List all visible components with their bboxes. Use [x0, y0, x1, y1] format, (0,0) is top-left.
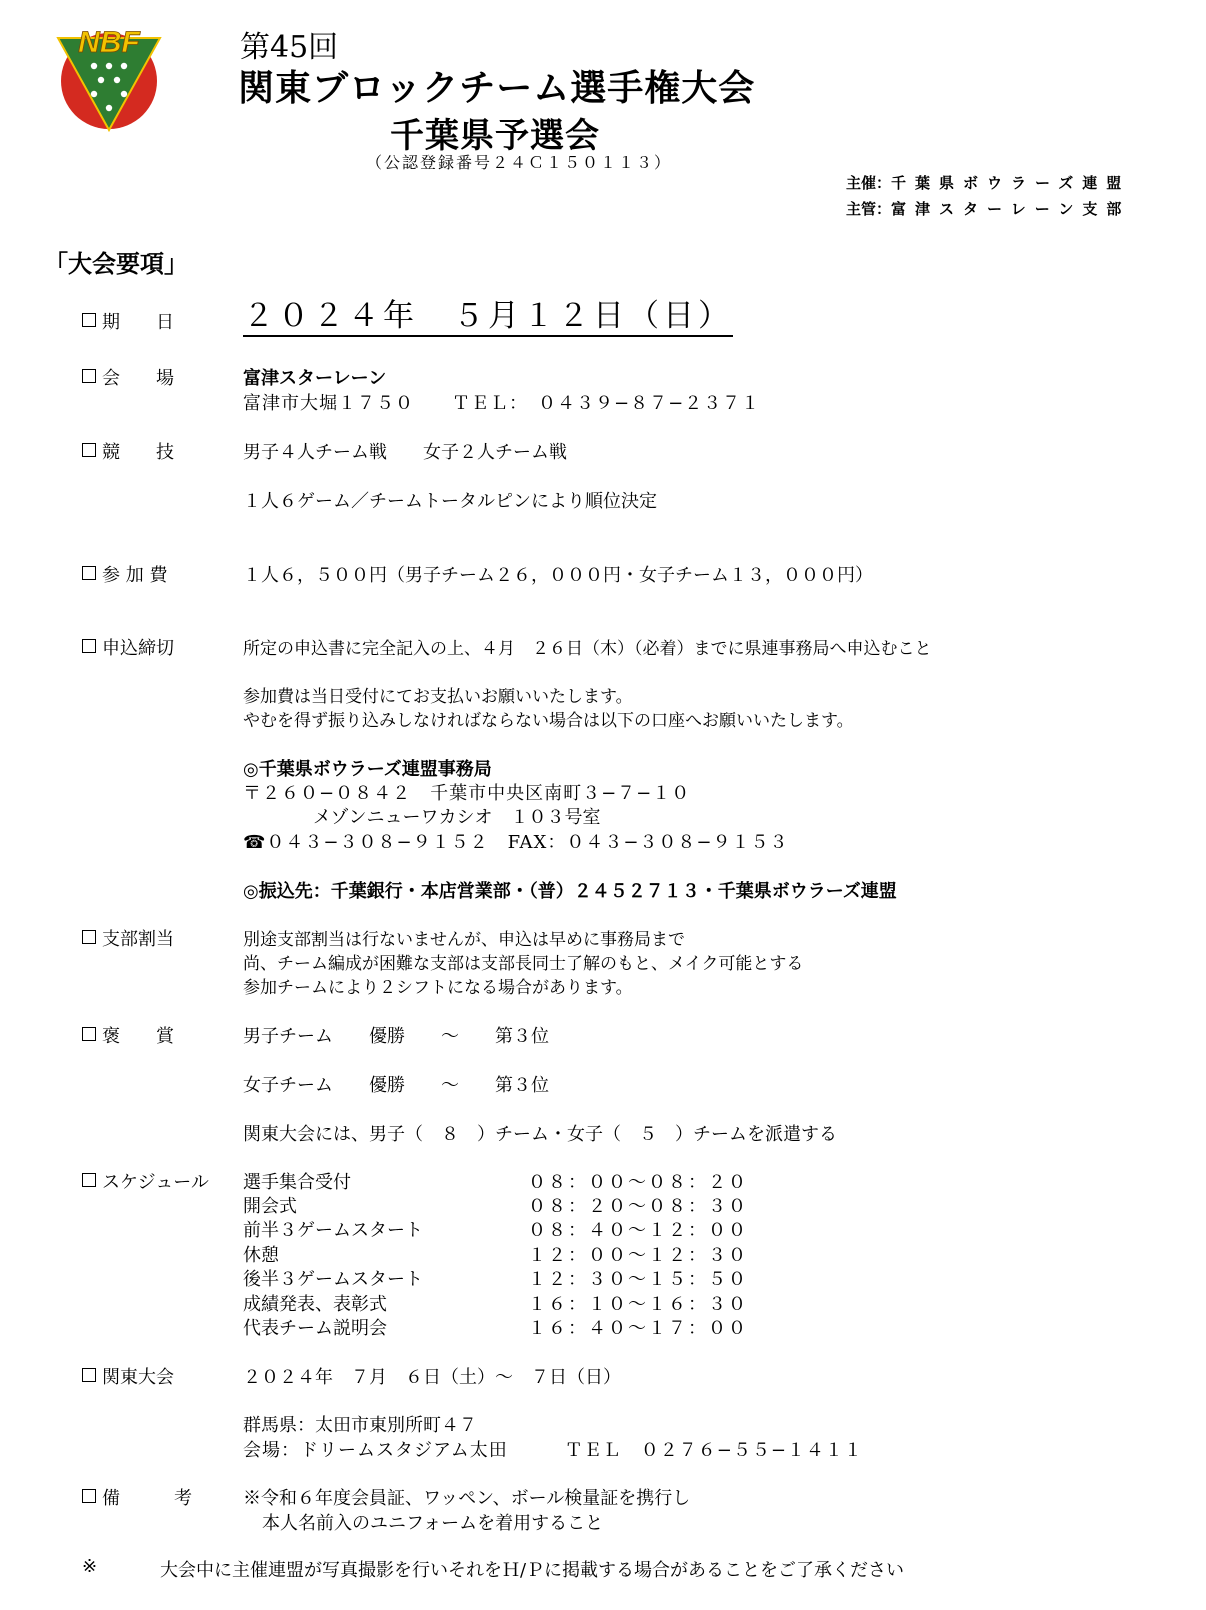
- label-fee: 参 加 費: [82, 561, 167, 587]
- edition: 第45回: [240, 30, 339, 65]
- kanto-dispatch: 関東大会には、男子（ ８ ）チーム・女子（ ５ ）チームを派遣する: [243, 1124, 837, 1145]
- branch-line-3: 参加チームにより２シフトになる場合があります。: [243, 978, 633, 998]
- office-phone: ☎０４３−３０８−９１５２ FAX：０４３−３０８−９１５３: [243, 832, 789, 853]
- label-branch: 支部割当: [82, 925, 174, 951]
- payment-note: 参加費は当日受付にてお支払いお願いいたします。: [243, 687, 633, 707]
- organizer-value: 千葉県ボウラーズ連盟: [891, 174, 1131, 192]
- photo-notice: 大会中に主催連盟が写真撮影を行いそれをＨ/Ｐに掲載する場合があることをご了承ください: [160, 1560, 905, 1581]
- label-event: 競 技: [82, 438, 174, 464]
- registration-number: （公認登録番号２４Ｃ１５０１１３）: [366, 153, 673, 172]
- schedule-time: １６：４０～１７：００: [528, 1318, 748, 1339]
- organizer: [846, 172, 1130, 193]
- section-title: 「大会要項」: [44, 249, 188, 278]
- manager-value: 富津スターレーン支部: [891, 200, 1131, 218]
- manager: [846, 198, 1130, 219]
- awards-men: 男子チーム 優勝 ～ 第３位: [243, 1026, 549, 1047]
- logo-text: NBF: [78, 26, 140, 59]
- page-title: 関東ブロックチーム選手権大会: [238, 67, 756, 109]
- label-date: 期 日: [82, 308, 174, 334]
- bank-account: ◎振込先：千葉銀行・本店営業部・（普）２４５２７１３・千葉県ボウラーズ連盟: [243, 881, 897, 902]
- organizer-label: 主催：: [846, 174, 892, 192]
- entry-fee: １人６，５００円（男子チーム２６，０００円・女子チーム１３，０００円）: [243, 565, 873, 586]
- event-format: 男子４人チーム戦 女子２人チーム戦: [243, 442, 567, 463]
- awards-women: 女子チーム 優勝 ～ 第３位: [243, 1075, 549, 1096]
- schedule-time: １６：１０～１６：３０: [528, 1294, 748, 1315]
- schedule-time: １２：００～１２：３０: [528, 1245, 748, 1266]
- remarks-line-2: 本人名前入のユニフォームを着用すること: [262, 1513, 604, 1534]
- schedule-time: ０８：００～０８：２０: [528, 1172, 748, 1193]
- venue-name: 富津スターレーン: [243, 368, 387, 389]
- checkbox-icon: [82, 639, 96, 653]
- schedule-row: 休憩: [243, 1245, 279, 1266]
- checkbox-icon: [82, 443, 96, 457]
- label-kanto: 関東大会: [82, 1363, 174, 1389]
- kanto-venue: 会場：ドリームスタジアム太田 ＴＥＬ ０２７６−５５−１４１１: [243, 1440, 863, 1461]
- event-date: ２０２４年 ５月１２日（日）: [243, 298, 733, 337]
- label-deadline: 申込締切: [82, 634, 174, 660]
- kanto-address: 群馬県：太田市東別所町４７: [243, 1415, 477, 1436]
- footer-mark: ※: [82, 1556, 98, 1577]
- schedule-row: 成績発表、表彰式: [243, 1294, 387, 1315]
- schedule-row: 開会式: [243, 1196, 297, 1217]
- checkbox-icon: [82, 313, 96, 327]
- schedule-row: 後半３ゲームスタート: [243, 1269, 423, 1290]
- schedule-row: 選手集合受付: [243, 1172, 351, 1193]
- checkbox-icon: [82, 930, 96, 944]
- checkbox-icon: [82, 369, 96, 383]
- schedule-row: 代表チーム説明会: [243, 1318, 387, 1339]
- page-subtitle: 千葉県予選会: [390, 116, 600, 156]
- checkbox-icon: [82, 1489, 96, 1503]
- event-scoring: １人６ゲーム／チームトータルピンにより順位決定: [243, 491, 657, 512]
- checkbox-icon: [82, 1368, 96, 1382]
- label-awards: 褒 賞: [82, 1022, 174, 1048]
- manager-label: 主管：: [846, 200, 892, 218]
- checkbox-icon: [82, 1173, 96, 1187]
- remarks-line-1: ※令和６年度会員証、ワッペン、ボール検量証を携行し: [243, 1488, 691, 1509]
- office-address: 〒２６０−０８４２ 千葉市中央区南町３−７−１０: [243, 783, 691, 804]
- label-venue: 会 場: [82, 364, 174, 390]
- schedule-time: １２：３０～１５：５０: [528, 1269, 748, 1290]
- transfer-note: やむを得ず振り込みしなければならない場合は以下の口座へお願いいたします。: [243, 711, 854, 731]
- schedule-row: 前半３ゲームスタート: [243, 1220, 423, 1241]
- schedule-time: ０８：２０～０８：３０: [528, 1196, 748, 1217]
- office-name: ◎千葉県ボウラーズ連盟事務局: [243, 759, 492, 780]
- kanto-date: ２０２４年 ７月 ６日（土）～ ７日（日）: [243, 1367, 621, 1388]
- branch-line-2: 尚、チーム編成が困難な支部は支部長同士了解のもと、メイク可能とする: [243, 954, 804, 974]
- checkbox-icon: [82, 1027, 96, 1041]
- nbf-logo: [50, 18, 168, 136]
- schedule-time: ０８：４０～１２：００: [528, 1220, 748, 1241]
- deadline-text: 所定の申込書に完全記入の上、４月 ２６日（木）（必着）までに県連事務局へ申込むこと: [243, 639, 932, 659]
- venue-address: 富津市大堀１７５０ ＴＥＬ： ０４３９−８７−２３７１: [243, 393, 761, 414]
- branch-line-1: 別途支部割当は行ないませんが、申込は早めに事務局まで: [243, 930, 685, 950]
- label-remarks: 備 考: [82, 1484, 192, 1510]
- office-building: メゾンニューワカシオ １０３号室: [313, 807, 601, 828]
- label-schedule: スケジュール: [82, 1168, 209, 1194]
- checkbox-icon: [82, 566, 96, 580]
